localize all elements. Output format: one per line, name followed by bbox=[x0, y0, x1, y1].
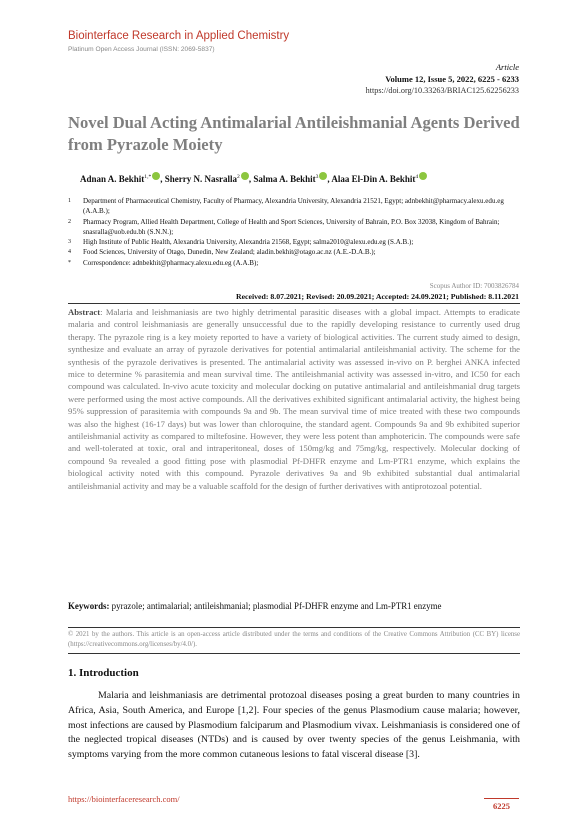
divider bbox=[68, 627, 520, 628]
affiliation-text: Correspondence: adnbekhit@pharmacy.alexu.edu.eg (A.A.B); bbox=[83, 258, 259, 267]
keywords-label: Keywords: bbox=[68, 601, 110, 611]
author-list bbox=[80, 172, 427, 184]
license-notice: © 2021 by the authors. This article is an open-access article distributed under the terms and conditions of the Creative Commons Attribution (CC BY) license (https://creativecommons.org/licenses/by/4.0/). bbox=[68, 631, 520, 648]
journal-subtitle: Platinum Open Access Journal (ISSN: 2069-5837) bbox=[68, 46, 215, 53]
author-name: Sherry N. Nasralla bbox=[164, 174, 238, 184]
affiliation-text: Department of Pharmaceutical Chemistry, Faculty of Pharmacy, Alexandria University, Alexandria 21521, Egypt; adnbekhit@pharmacy.alexu.edu.eg (A.A.B.); bbox=[83, 197, 504, 216]
keywords bbox=[68, 600, 520, 612]
abstract-text: : Malaria and leishmaniasis are two highly detrimental parasitic diseases with a global impact. Attempts to eradicate malaria and control leishmaniasis are generally unsuccessful due to the rapidly developing resistance to currently used drug therapy. The pyrazole ring is a key moiety reported to have a variety of biological activities. The current study aimed to design, synthesize and evaluate an array of pyrazole derivatives for potential antimalarial antileishmanial activity. The scheme for the synthesis of the pyrazole derivatives is presented. The antimalarial activity was assessed in-vivo on P. berghei ANKA infected mice to determine % parasitemia and mean survival time. The antileishmanial activity was assessed in-vitro, and IC50 for each compound was calculated. In-vivo acute toxicity and molecular docking on putative antimalarial and antileishmanial drug targets were performed using the most active compounds. All the derivatives exhibited significant antimalarial activity, the highest being 95% suppression of parasitemia with compounds 9a and 9b. The mean survival time of mice treated with these two compounds was also the highest (16-17 days) but was lower than chloroquine, the standard agent. Compounds 9a and 9b exhibited superior antileishmanial activity as compared to miltefosine. However, they were less potent than amphotericin. The compounds were safe and well-tolerated at toxic, oral and intraperitoneal, doses of 150mg/kg and 75mg/kg, respectively. Molecular docking of compound 9a revealed a good fitting pose with plasmodial Pf-DHFR enzyme and Lm-PTR1 enzyme, which explains the biological activity noted with this compound. Pyrazole derivatives 9a and 9b exhibited substantial dual antimalarial antileishmanial activity and may be a valuable scaffold for the design of further derivatives with antiprotozoal potential. bbox=[68, 307, 520, 491]
abstract-label: Abstract bbox=[68, 307, 101, 317]
scopus-id: Scopus Author ID: 7003826784 bbox=[429, 282, 519, 290]
author-name: Adnan A. Bekhit bbox=[80, 174, 145, 184]
author-sup: 3 bbox=[315, 174, 319, 180]
affiliation-mark: 4 bbox=[68, 249, 71, 256]
author-sup: 4 bbox=[415, 174, 419, 180]
author-sup: 2 bbox=[237, 174, 240, 180]
affiliation-item bbox=[68, 258, 520, 268]
author-sup: 1,* bbox=[144, 174, 152, 180]
publication-dates: Received: 8.07.2021; Revised: 20.09.2021; Accepted: 24.09.2021; Published: 8.11.2021 bbox=[235, 292, 519, 301]
affiliation-text: Pharmacy Program, Allied Health Department, College of Health and Sport Sciences, University of Bahrain, P.O. Box 32038, Kingdom of Bahrain; snasralla@uob.edu.bh (S.N.N.); bbox=[83, 217, 500, 236]
affiliation-text: High Institute of Public Health, Alexandria University, Alexandria 21568, Egypt; salma2010@alexu.edu.eg (S.A.B.); bbox=[83, 238, 414, 247]
intro-paragraph: Malaria and leishmaniasis are detrimental protozoal diseases posing a great burden to many countries in Africa, Asia, South America, and Europe [1,2]. Four species of the genus Plasmodium cause malaria; however, most infections are caused by Plasmodium falciparum and Plasmodium vivax. Leishmaniasis is considered one of the neglected tropical diseases (NTDs) and is caused by over twenty species of the genus Leishmania, with symptoms varying from the more common cutaneous lesions to fatal visceral disease [3]. bbox=[68, 690, 520, 761]
article-type: Article bbox=[495, 62, 519, 72]
affiliation-mark: 1 bbox=[68, 198, 71, 204]
keywords-text: pyrazole; antimalarial; antileishmanial; plasmodial Pf-DHFR enzyme and Lm-PTR1 enzyme bbox=[109, 601, 442, 611]
author-sep: , bbox=[248, 174, 254, 184]
section-heading: 1. Introduction bbox=[68, 667, 139, 679]
journal-name: Biointerface Research in Applied Chemistry bbox=[68, 30, 290, 42]
page-number: 6225 bbox=[484, 798, 519, 811]
affiliation-item bbox=[68, 237, 520, 247]
author-sep: , bbox=[327, 174, 332, 184]
doi-link[interactable]: https://doi.org/10.33263/BRIAC125.62256233 bbox=[365, 86, 519, 95]
affiliation-text: Food Sciences, University of Otago, Dunedin, New Zealand; aladin.bekhit@otago.ac.nz (A.E.-D.A.B.); bbox=[83, 248, 376, 257]
author-name: Alaa El-Din A. Bekhit bbox=[331, 174, 416, 184]
divider bbox=[68, 303, 520, 304]
affiliation-mark: 2 bbox=[68, 218, 71, 225]
author-sep: , bbox=[160, 174, 165, 184]
author-name: Salma A. Bekhit bbox=[253, 174, 316, 184]
orcid-icon[interactable] bbox=[419, 172, 427, 180]
footer-link[interactable]: https://biointerfaceresearch.com/ bbox=[68, 794, 180, 804]
affiliation-item bbox=[68, 217, 520, 238]
abstract bbox=[68, 306, 520, 492]
affiliation-mark: * bbox=[68, 259, 71, 266]
paper-title: Novel Dual Acting Antimalarial Antileishmanial Agents Derived from Pyrazole Moiety bbox=[68, 113, 520, 154]
divider bbox=[68, 653, 520, 654]
affiliation-list bbox=[68, 196, 520, 268]
affiliation-item bbox=[68, 196, 520, 217]
affiliation-mark: 3 bbox=[68, 239, 71, 246]
volume-info: Volume 12, Issue 5, 2022, 6225 - 6233 bbox=[385, 74, 519, 84]
orcid-icon[interactable] bbox=[241, 172, 249, 180]
affiliation-item bbox=[68, 247, 520, 257]
